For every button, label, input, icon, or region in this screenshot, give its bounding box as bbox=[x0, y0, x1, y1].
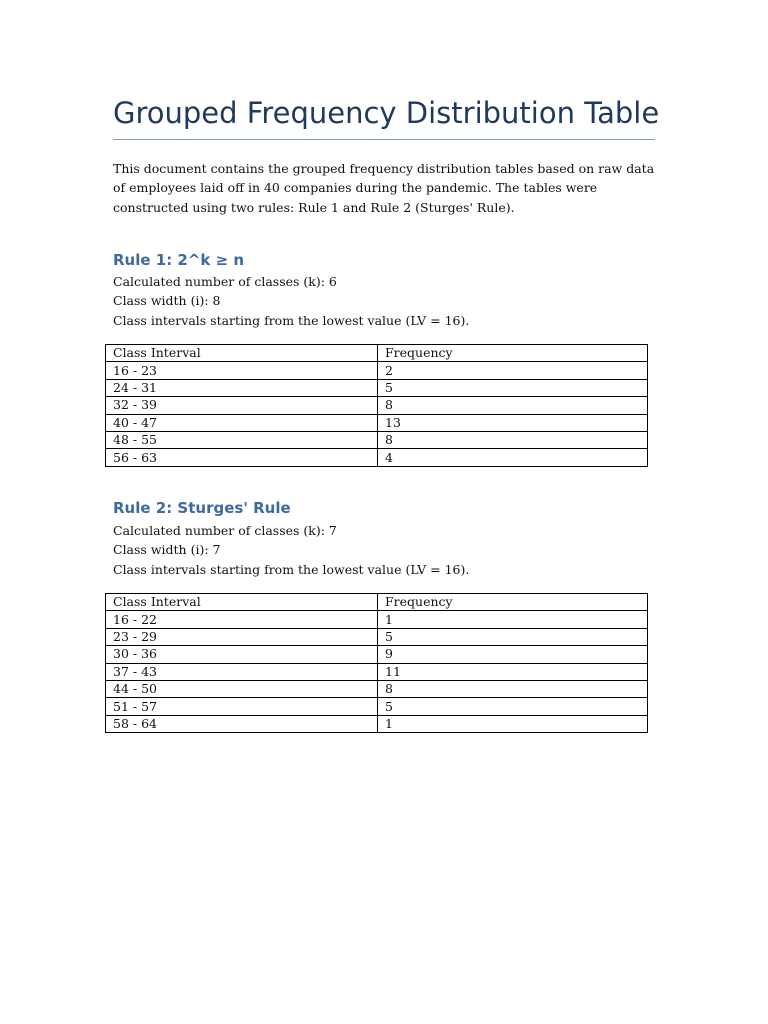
class-interval-cell: 44 - 50 bbox=[106, 680, 378, 697]
frequency-cell: 8 bbox=[378, 680, 648, 697]
table-row bbox=[106, 715, 648, 732]
rule2-classes-line: Calculated number of classes (k): 7 bbox=[113, 523, 337, 538]
frequency-cell: 9 bbox=[378, 646, 648, 663]
page-title: Grouped Frequency Distribution Table bbox=[113, 96, 660, 130]
table-row bbox=[106, 362, 648, 379]
class-interval-cell: 56 - 63 bbox=[106, 449, 378, 466]
table-header-row bbox=[106, 345, 648, 362]
table-row bbox=[106, 449, 648, 466]
rule1-table bbox=[105, 344, 648, 467]
rule1-classes-line: Calculated number of classes (k): 6 bbox=[113, 274, 337, 289]
rule1-intervals-line: Class intervals starting from the lowest value (LV = 16). bbox=[113, 312, 470, 328]
table-row bbox=[106, 646, 648, 663]
header-frequency: Frequency bbox=[378, 345, 648, 362]
intro-paragraph: This document contains the grouped frequency distribution tables based on raw data of employees laid off in 40 companies during the pandemic. The tables were constructed using two rules: Rule 1 and Rule 2 (Sturges' Rule). bbox=[113, 161, 655, 215]
class-interval-cell: 40 - 47 bbox=[106, 414, 378, 431]
frequency-cell: 2 bbox=[378, 362, 648, 379]
table-row bbox=[106, 379, 648, 396]
class-interval-cell: 32 - 39 bbox=[106, 397, 378, 414]
class-interval-cell: 51 - 57 bbox=[106, 698, 378, 715]
frequency-cell: 13 bbox=[378, 414, 648, 431]
rule1-width-line: Class width (i): 8 bbox=[113, 293, 221, 309]
header-class-interval: Class Interval bbox=[106, 594, 378, 611]
rule2-width-line: Class width (i): 7 bbox=[113, 542, 221, 558]
rule1-info bbox=[113, 272, 655, 330]
frequency-cell: 5 bbox=[378, 698, 648, 715]
table-header-row bbox=[106, 594, 648, 611]
frequency-cell: 1 bbox=[378, 715, 648, 732]
frequency-cell: 11 bbox=[378, 663, 648, 680]
class-interval-cell: 30 - 36 bbox=[106, 646, 378, 663]
title-underline bbox=[113, 139, 655, 140]
frequency-cell: 5 bbox=[378, 628, 648, 645]
frequency-cell: 8 bbox=[378, 431, 648, 448]
class-interval-cell: 58 - 64 bbox=[106, 715, 378, 732]
table-row bbox=[106, 611, 648, 628]
table-row bbox=[106, 663, 648, 680]
table-row bbox=[106, 680, 648, 697]
class-interval-cell: 16 - 22 bbox=[106, 611, 378, 628]
class-interval-cell: 48 - 55 bbox=[106, 431, 378, 448]
header-frequency: Frequency bbox=[378, 594, 648, 611]
table-row bbox=[106, 628, 648, 645]
table-row bbox=[106, 414, 648, 431]
class-interval-cell: 24 - 31 bbox=[106, 379, 378, 396]
class-interval-cell: 37 - 43 bbox=[106, 663, 378, 680]
rule2-table bbox=[105, 593, 648, 733]
frequency-cell: 4 bbox=[378, 449, 648, 466]
rule2-intervals-line: Class intervals starting from the lowest value (LV = 16). bbox=[113, 561, 470, 577]
class-interval-cell: 16 - 23 bbox=[106, 362, 378, 379]
table-row bbox=[106, 698, 648, 715]
frequency-cell: 8 bbox=[378, 397, 648, 414]
table-row bbox=[106, 397, 648, 414]
rule2-info bbox=[113, 521, 655, 579]
frequency-cell: 1 bbox=[378, 611, 648, 628]
frequency-cell: 5 bbox=[378, 379, 648, 396]
class-interval-cell: 23 - 29 bbox=[106, 628, 378, 645]
rule2-heading: Rule 2: Sturges' Rule bbox=[113, 499, 291, 517]
header-class-interval: Class Interval bbox=[106, 345, 378, 362]
table-row bbox=[106, 431, 648, 448]
rule1-heading: Rule 1: 2^k ≥ n bbox=[113, 251, 245, 269]
